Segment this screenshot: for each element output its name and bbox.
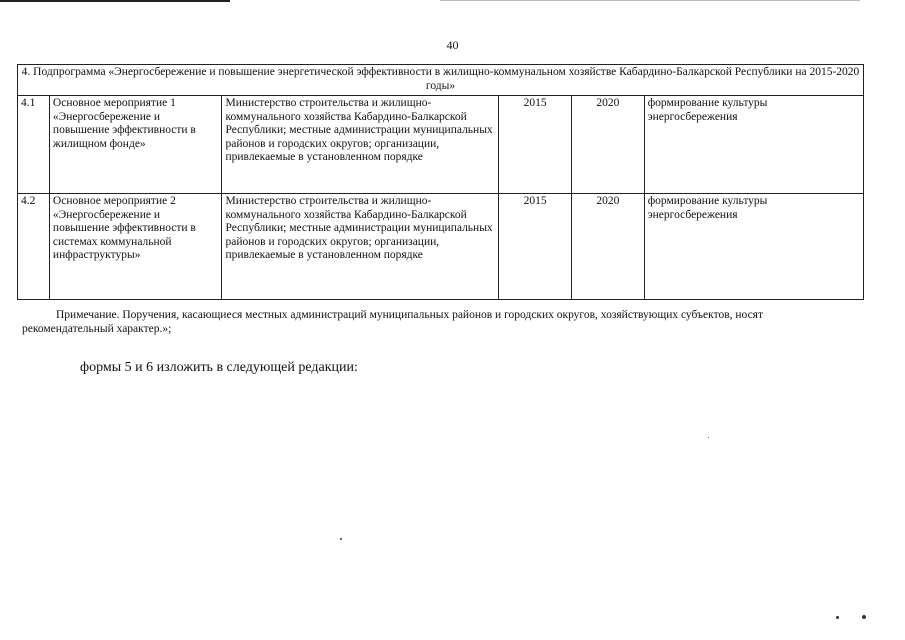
subprogram-table xyxy=(17,64,864,300)
row-number: 4.1 xyxy=(18,96,50,194)
end-year: 2020 xyxy=(572,194,645,300)
executor: Министерство строительства и жилищно-коммунального хозяйства Кабардино-Балкарской Республики; местные администрации муниципальных районов и городских округов; организации, привлекаемые в установленном порядке xyxy=(222,194,499,300)
start-year: 2015 xyxy=(499,96,572,194)
subprogram-title: 4. Подпрограмма «Энергосбережение и повышение энергетической эффективности в жилищно-коммунальном хозяйстве Кабардино-Балкарской Республики на 2015-2020 годы» xyxy=(18,65,864,96)
table-row xyxy=(18,96,864,194)
page-number: 40 xyxy=(446,38,459,52)
scan-artifact-line xyxy=(440,0,860,1)
expected-result: формирование культуры энергосбережения xyxy=(644,96,863,194)
table-note: Примечание. Поручения, касающиеся местных администраций муниципальных районов и городских округов, хозяйствующих субъектов, носят рекомендательный характер.»; xyxy=(22,309,763,335)
event-name: Основное мероприятие 2 «Энергосбережение и повышение эффективности в системах коммунальной инфраструктуры» xyxy=(49,194,222,300)
table-header-row xyxy=(18,65,864,96)
scan-artifact-line xyxy=(0,0,230,2)
row-number: 4.2 xyxy=(18,194,50,300)
executor: Министерство строительства и жилищно-коммунального хозяйства Кабардино-Балкарской Республики; местные администрации муниципальных районов и городских округов; организации, привлекаемые в установленном порядке xyxy=(222,96,499,194)
expected-result: формирование культуры энергосбережения xyxy=(644,194,863,300)
scan-speck xyxy=(836,616,839,619)
scan-speck xyxy=(340,538,342,540)
scan-speck xyxy=(708,437,709,438)
start-year: 2015 xyxy=(499,194,572,300)
instruction-text: формы 5 и 6 изложить в следующей редакции: xyxy=(80,360,358,375)
end-year: 2020 xyxy=(572,96,645,194)
table-row xyxy=(18,194,864,300)
event-name: Основное мероприятие 1 «Энергосбережение и повышение эффективности в жилищном фонде» xyxy=(49,96,222,194)
scan-speck xyxy=(862,615,866,619)
